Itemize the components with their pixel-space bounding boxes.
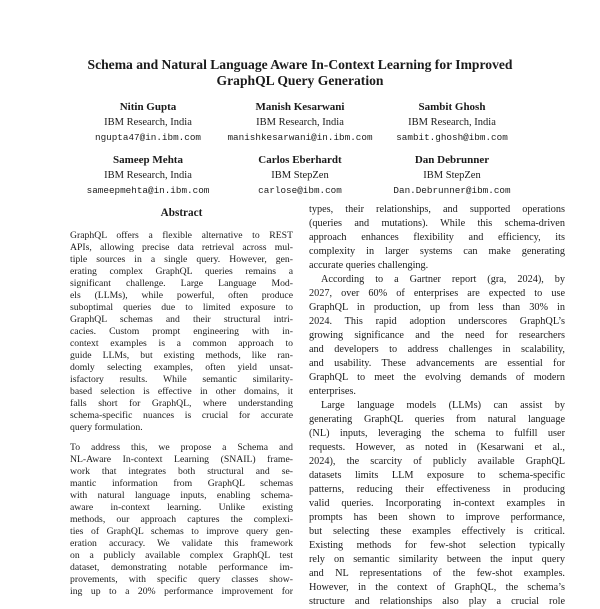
text-line: requests. However, as noted in (Kesarwani et al., (309, 442, 565, 453)
text-line: generating GraphQL queries from natural language (309, 414, 565, 425)
author-affiliation: IBM Research, India (104, 170, 192, 181)
text-line: context examples is a common approach to (70, 338, 293, 349)
text-line: patterns, reducing their effectiveness in producing (309, 484, 565, 495)
text-line: tiple sources in a single query. However, gen- (70, 254, 293, 265)
author-affiliation: IBM Research, India (104, 117, 192, 128)
text-line: cacies. Custom prompt engineering with in- (70, 326, 293, 337)
author-affiliation: IBM StepZen (271, 170, 329, 181)
author-cell (224, 100, 376, 145)
text-line: erating complex GraphQL queries remains a (70, 266, 293, 277)
text-line: valid queries. Incorporating in-context examples in (309, 498, 565, 509)
author-email: ngupta47@in.ibm.com (94, 132, 201, 143)
text-line: query formulation. (70, 422, 143, 433)
author-email: manishkesarwani@in.ibm.com (227, 132, 373, 143)
body-column (309, 203, 565, 609)
author-name: Sameep Mehta (113, 154, 183, 166)
text-line: els (LLMs), while powerful, often produce (70, 290, 293, 301)
text-line: eration accuracy. We validate this framework (70, 538, 293, 549)
text-line: methods, our approach captures the complexi- (70, 514, 293, 525)
text-line: GraphQL schemas and their structural intri- (70, 314, 293, 325)
author-affiliation: IBM StepZen (423, 170, 481, 181)
text-line: 2024), the scarcity of publicly available GraphQL (309, 456, 565, 467)
author-cell (376, 100, 528, 145)
author-email: carlose@ibm.com (258, 185, 342, 196)
abstract-column (70, 207, 293, 598)
paper-title (0, 57, 600, 88)
text-line: based selection is effective in other domains, it (70, 386, 293, 397)
author-name: Dan Debrunner (414, 154, 490, 166)
author-name: Sambit Ghosh (418, 101, 486, 113)
paper-title-line2: GraphQL Query Generation (216, 72, 384, 88)
author-email: sambit.ghosh@ibm.com (396, 132, 508, 143)
author-cell (72, 153, 224, 198)
text-line: schema-specific nuances is crucial for accurate (70, 410, 293, 421)
text-line: prompts has been shown to improve performance, (309, 512, 565, 523)
text-line: significant challenge. Large Language Mod- (70, 278, 293, 289)
text-line: ing up to a 20% performance improvement for (70, 586, 293, 597)
author-affiliation: IBM Research, India (408, 117, 496, 128)
text-line: isfactory results. While semantic similarity- (70, 374, 293, 385)
text-line: (NL) inputs, leveraging the schema to fulfill user (309, 428, 565, 439)
text-line: datasets limits LLM exposure to schema-specific (309, 470, 565, 481)
text-line: enterprises. (309, 386, 356, 397)
text-line: According to a Gartner report (gra, 2024), by (321, 274, 565, 285)
abstract-text (70, 230, 293, 598)
text-line: NL-Aware In-context Learning (SNAIL) frame- (70, 454, 293, 465)
text-line: 2027, over 60% of enterprises are expected to use (309, 288, 565, 299)
text-line: falls short for GraphQL, where understanding (70, 398, 293, 409)
text-line: approach enhances flexibility and efficiency, its (309, 232, 565, 243)
text-line: guide LLMs, but existing methods, like ran- (70, 350, 293, 361)
text-line: 2024. This rapid adoption underscores GraphQL’s (309, 316, 565, 327)
text-line: However, in the context of GraphQL, the schema’s (309, 582, 565, 593)
text-line: GraphQL offers a flexible alternative to REST (70, 230, 293, 241)
text-line: GraphQL in production, up from less than 30% in (309, 302, 565, 313)
text-line: (queries and mutations). While this schema-driven (309, 218, 565, 229)
text-line: provements, with specific query classes show- (70, 574, 293, 585)
author-cell (224, 153, 376, 198)
text-line: GraphQL to meet the evolving demands of modern (309, 372, 565, 383)
text-line: aware in-context learning. Unlike existing (70, 502, 293, 513)
text-line: growing significance and the need for researchers (309, 330, 565, 341)
author-cell (376, 153, 528, 198)
paper-title-line1: Schema and Natural Language Aware In-Context Learning for Improved (87, 57, 513, 72)
author-name: Carlos Eberhardt (258, 154, 342, 166)
text-line: Large language models (LLMs) can assist by (321, 400, 565, 411)
text-line: accurate queries challenging. (309, 260, 429, 271)
text-line: structure and relationships also play a crucial role (309, 596, 565, 607)
abstract-heading: Abstract (160, 207, 203, 219)
text-line: on a publicly available complex GraphQL test (70, 550, 293, 561)
author-name: Nitin Gupta (119, 101, 177, 113)
text-line: APIs, allowing precise data retrieval across mul- (70, 242, 293, 253)
text-line: domly selecting examples, often yield unsat- (70, 362, 293, 373)
text-line: ties of GraphQL schemas to improve query gen- (70, 526, 293, 537)
author-block (72, 100, 528, 198)
text-line: and usability. These advancements are essential for (309, 358, 565, 369)
text-line: and developers to address challenges in scalability, (309, 344, 565, 355)
text-line: dataset, demonstrating notable performance im- (70, 562, 293, 573)
text-line: To address this, we propose a Schema and (70, 442, 293, 453)
text-line: Existing methods for few-shot selection typically (309, 540, 565, 551)
text-line: mantic information from GraphQL schemas (70, 478, 293, 489)
author-cell (72, 100, 224, 145)
text-line: complexity in larger systems can make generating (309, 246, 565, 257)
author-email: sameepmehta@in.ibm.com (86, 185, 210, 196)
text-line: but selecting these examples effectively is critical. (309, 526, 565, 537)
text-line: with natural language inputs, enabling schema- (70, 490, 293, 501)
text-line: and NL representations of the few-shot examples. (309, 568, 565, 579)
author-name: Manish Kesarwani (255, 101, 345, 113)
text-line: suboptimal queries due to limited exposure to (70, 302, 293, 313)
text-line: rely on semantic similarity between the input query (309, 554, 565, 565)
author-email: Dan.Debrunner@ibm.com (393, 185, 511, 196)
text-line: types, their relationships, and supported operations (309, 204, 565, 215)
text-line: work that integrates both structural and se- (70, 466, 293, 477)
author-affiliation: IBM Research, India (256, 117, 344, 128)
